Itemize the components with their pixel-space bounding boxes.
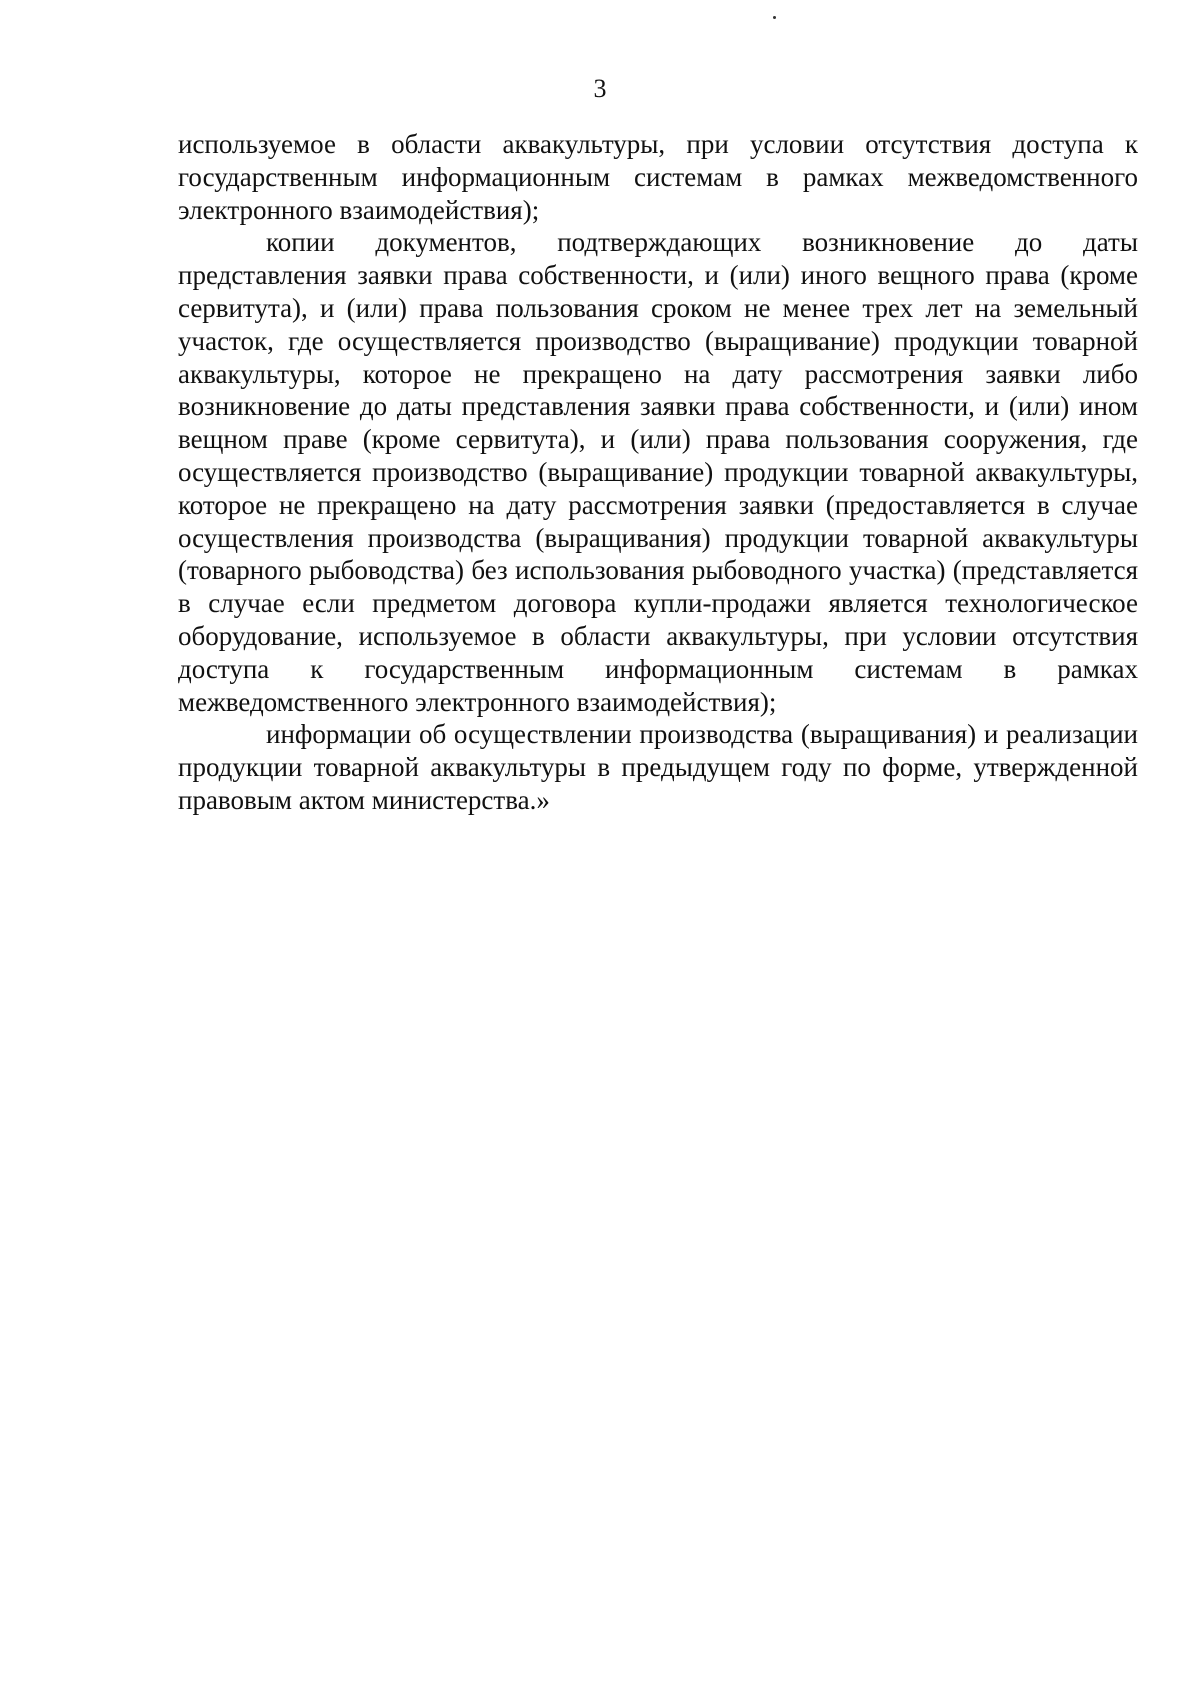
page-number: 3 xyxy=(593,74,607,103)
paragraph-documents-copies: копии документов, подтверждающих возникновение до даты представления заявки права собственности, и (или) иного вещного права (кроме сервитута), и (или) права пользования сроком не менее трех лет на земельный участок, где осуществляется производство (выращивание) продукции товарной аквакультуры, которое не прекращено на дату рассмотрения заявки либо возникновение до даты представления заявки права собственности, и (или) ином вещном праве (кроме сервитута), и (или) права пользования сооружения, где осуществляется производство (выращивание) продукции товарной аквакультуры, которое не прекращено на дату рассмотрения заявки (предоставляется в случае осуществления производства (выращивания) продукции товарной аквакультуры (товарного рыбоводства) без использования рыбоводного участка) (представляется в случае если предметом договора купли-продажи является технологическое оборудование, используемое в области аквакультуры, при условии отсутствия доступа к государственным информационным системам в рамках межведомственного электронного взаимодействия); xyxy=(178,227,1138,717)
paragraph-production-info: информации об осуществлении производства (выращивания) и реализации продукции товарной аквакультуры в предыдущем году по форме, утвержденной правовым актом министерства.» xyxy=(178,719,1138,815)
paragraph-continuation: используемое в области аквакультуры, при условии отсутствия доступа к государственным информационным системам в рамках межведомственного электронного взаимодействия); xyxy=(178,129,1138,225)
document-body xyxy=(178,128,1138,817)
scan-speck xyxy=(773,16,776,19)
